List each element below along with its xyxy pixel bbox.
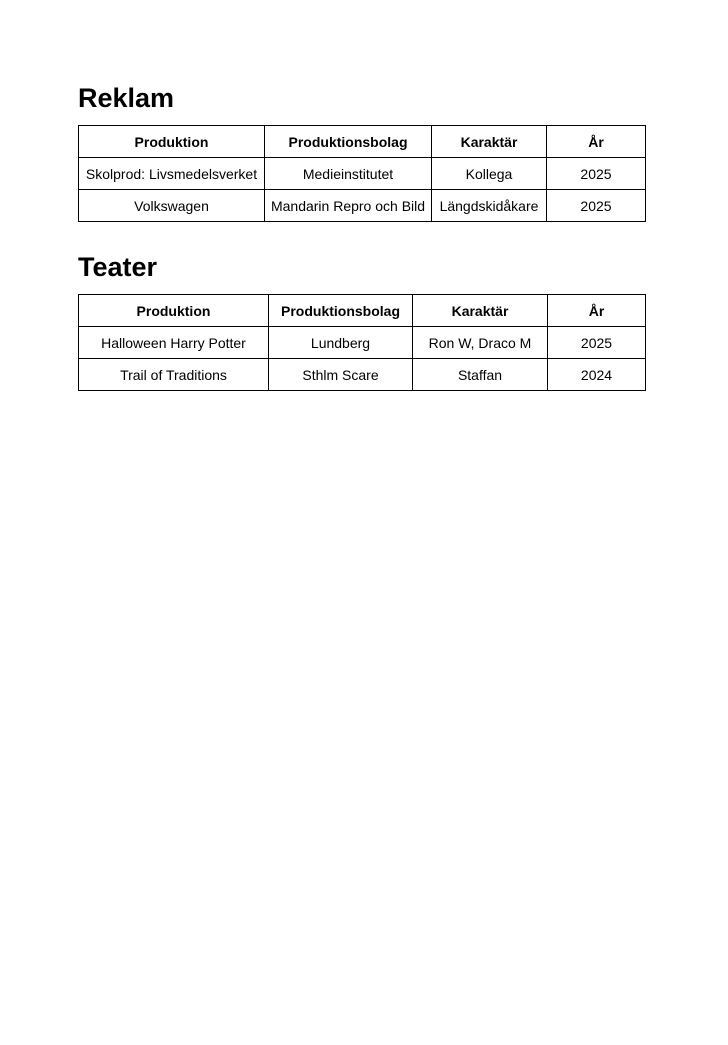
cell-produktionsbolag: Medieinstitutet	[265, 158, 432, 190]
column-header-produktion: Produktion	[79, 126, 265, 158]
column-header-produktionsbolag: Produktionsbolag	[269, 295, 413, 327]
column-header-karaktar: Karaktär	[432, 126, 547, 158]
reklam-table	[78, 125, 646, 222]
table-header-row	[79, 295, 646, 327]
cell-karaktar: Staffan	[413, 359, 548, 391]
cell-ar: 2025	[548, 327, 646, 359]
section-heading-reklam: Reklam	[78, 83, 175, 113]
cell-produktion: Trail of Traditions	[79, 359, 269, 391]
column-header-ar: År	[547, 126, 646, 158]
cell-produktionsbolag: Mandarin Repro och Bild	[265, 190, 432, 222]
cell-karaktar: Längdskidåkare	[432, 190, 547, 222]
cell-produktionsbolag: Lundberg	[269, 327, 413, 359]
column-header-produktion: Produktion	[79, 295, 269, 327]
cell-produktionsbolag: Sthlm Scare	[269, 359, 413, 391]
cell-ar: 2025	[547, 190, 646, 222]
column-header-produktionsbolag: Produktionsbolag	[265, 126, 432, 158]
cell-karaktar: Kollega	[432, 158, 547, 190]
column-header-ar: År	[548, 295, 646, 327]
cell-ar: 2024	[548, 359, 646, 391]
cell-produktion: Volkswagen	[79, 190, 265, 222]
table-row	[79, 158, 646, 190]
table-row	[79, 359, 646, 391]
column-header-karaktar: Karaktär	[413, 295, 548, 327]
table-header-row	[79, 126, 646, 158]
cell-ar: 2025	[547, 158, 646, 190]
cell-produktion: Skolprod: Livsmedelsverket	[79, 158, 265, 190]
cell-produktion: Halloween Harry Potter	[79, 327, 269, 359]
table-row	[79, 190, 646, 222]
table-row	[79, 327, 646, 359]
cell-karaktar: Ron W, Draco M	[413, 327, 548, 359]
teater-table	[78, 294, 646, 391]
section-heading-teater: Teater	[78, 252, 158, 282]
